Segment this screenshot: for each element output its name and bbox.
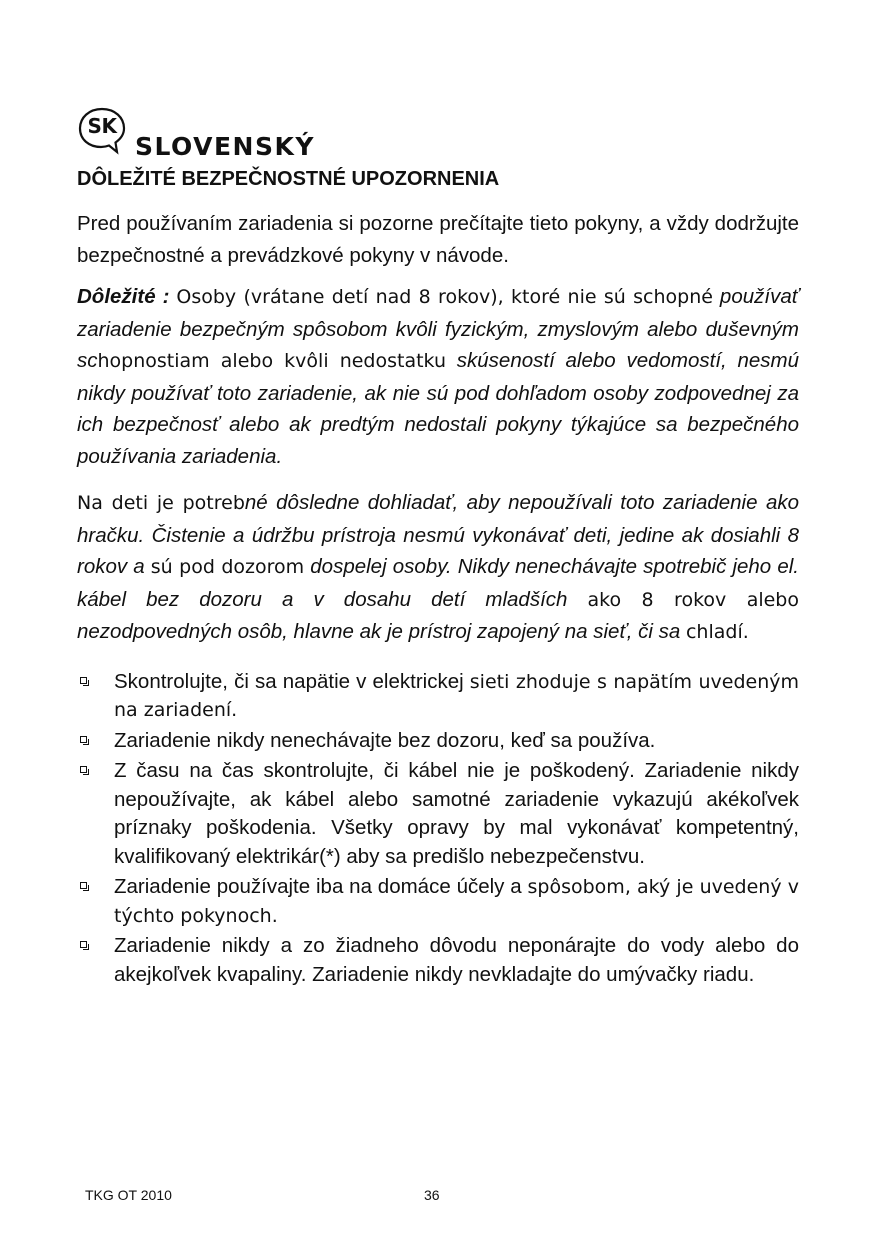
list-item: Zariadenie používajte iba na domáce účely a spôsobom, aký je uvedený v týchto pokynoch. xyxy=(77,873,799,930)
language-badge-icon xyxy=(77,106,127,156)
checkbox-bullet-icon xyxy=(80,736,87,743)
important-text-3: hopnostiam alebo kvôli nedostatku xyxy=(97,350,447,372)
children-text-5: ako 8 rokov alebo xyxy=(587,588,799,611)
language-code: SK xyxy=(87,114,117,138)
children-text-3: sú pod dozorom xyxy=(150,556,305,578)
list-item: Zariadenie nikdy a zo žiadneho dôvodu neponárajte do vody alebo do akejkoľvek kvapaliny. Zariadenie nikdy nevkladajte do umývačky riadu. xyxy=(77,932,799,989)
children-text-4: dospelej osoby. Nikdy nenechávajte spotrebič jeho el. kábel bez dozoru a v dosahu detí mladších xyxy=(77,555,799,611)
checkbox-bullet-icon xyxy=(80,941,87,948)
important-label: Dôležité : xyxy=(77,285,170,308)
safety-bullet-list xyxy=(77,668,799,990)
important-text-1: Osoby (vrátane detí nad 8 rokov), ktoré nie sú schopné xyxy=(176,286,713,308)
list-item: Z času na čas skontrolujte, či kábel nie je poškodený. Zariadenie nikdy nepoužívajte, ak kábel alebo samotné zariadenie vykazujú akékoľvek príznaky poškodenia. Všetky opravy by mal vykonávať kompetentný, kvalifikovaný elektrikár(*) aby sa predišlo nebezpečenstvu. xyxy=(77,757,799,871)
page-number: 36 xyxy=(424,1187,440,1203)
children-text-7: chladí. xyxy=(685,621,749,643)
language-header xyxy=(77,100,799,161)
children-text-2: né dôsledne dohliadať, aby nepoužívali toto zariadenie ako hračku. Čistenie a údržbu prístroja nesmú vykonávať deti, jedine ak dosiahli 8 rokov a xyxy=(77,491,799,578)
list-item: Skontrolujte, či sa napätie v elektrickej sieti zhoduje s napätím uvedeným na zariadení. xyxy=(77,668,799,725)
children-text-6: nezodpovedných osôb, hlavne ak je prístroj zapojený na sieť, či sa xyxy=(77,620,681,643)
checkbox-bullet-icon xyxy=(80,766,87,773)
list-item: Zariadenie nikdy nenechávajte bez dozoru, keď sa používa. xyxy=(77,727,799,756)
safety-heading: DÔLEŽITÉ BEZPEČNOSTNÉ UPOZORNENIA xyxy=(77,168,500,190)
intro-paragraph xyxy=(77,208,799,271)
checkbox-bullet-icon xyxy=(80,882,87,889)
important-text-2: používať zariadenie bezpečným spôsobom kvôli fyzickým, zmyslovým alebo duševným sc xyxy=(77,285,799,372)
important-paragraph xyxy=(77,281,799,472)
checkbox-bullet-icon xyxy=(80,677,87,684)
important-text-4: skúseností alebo vedomostí, nesmú nikdy používať toto zariadenie, ak nie sú pod dohľadom osoby zodpovednej za ich bezpečnosť alebo ak predtým nedostali pokyny týkajúce sa bezpečného používania zariadenia. xyxy=(77,349,799,468)
document-page xyxy=(77,100,799,991)
children-paragraph xyxy=(77,487,799,649)
children-text-1: Na deti je potreb xyxy=(77,492,245,514)
language-title: SLOVENSKÝ xyxy=(135,132,315,161)
intro-text: Pred používaním zariadenia si pozorne prečítajte tieto pokyny, a vždy dodržujte bezpečnostné a prevádzkové pokyny v návode. xyxy=(77,212,799,267)
footer-model: TKG OT 2010 xyxy=(85,1187,172,1203)
